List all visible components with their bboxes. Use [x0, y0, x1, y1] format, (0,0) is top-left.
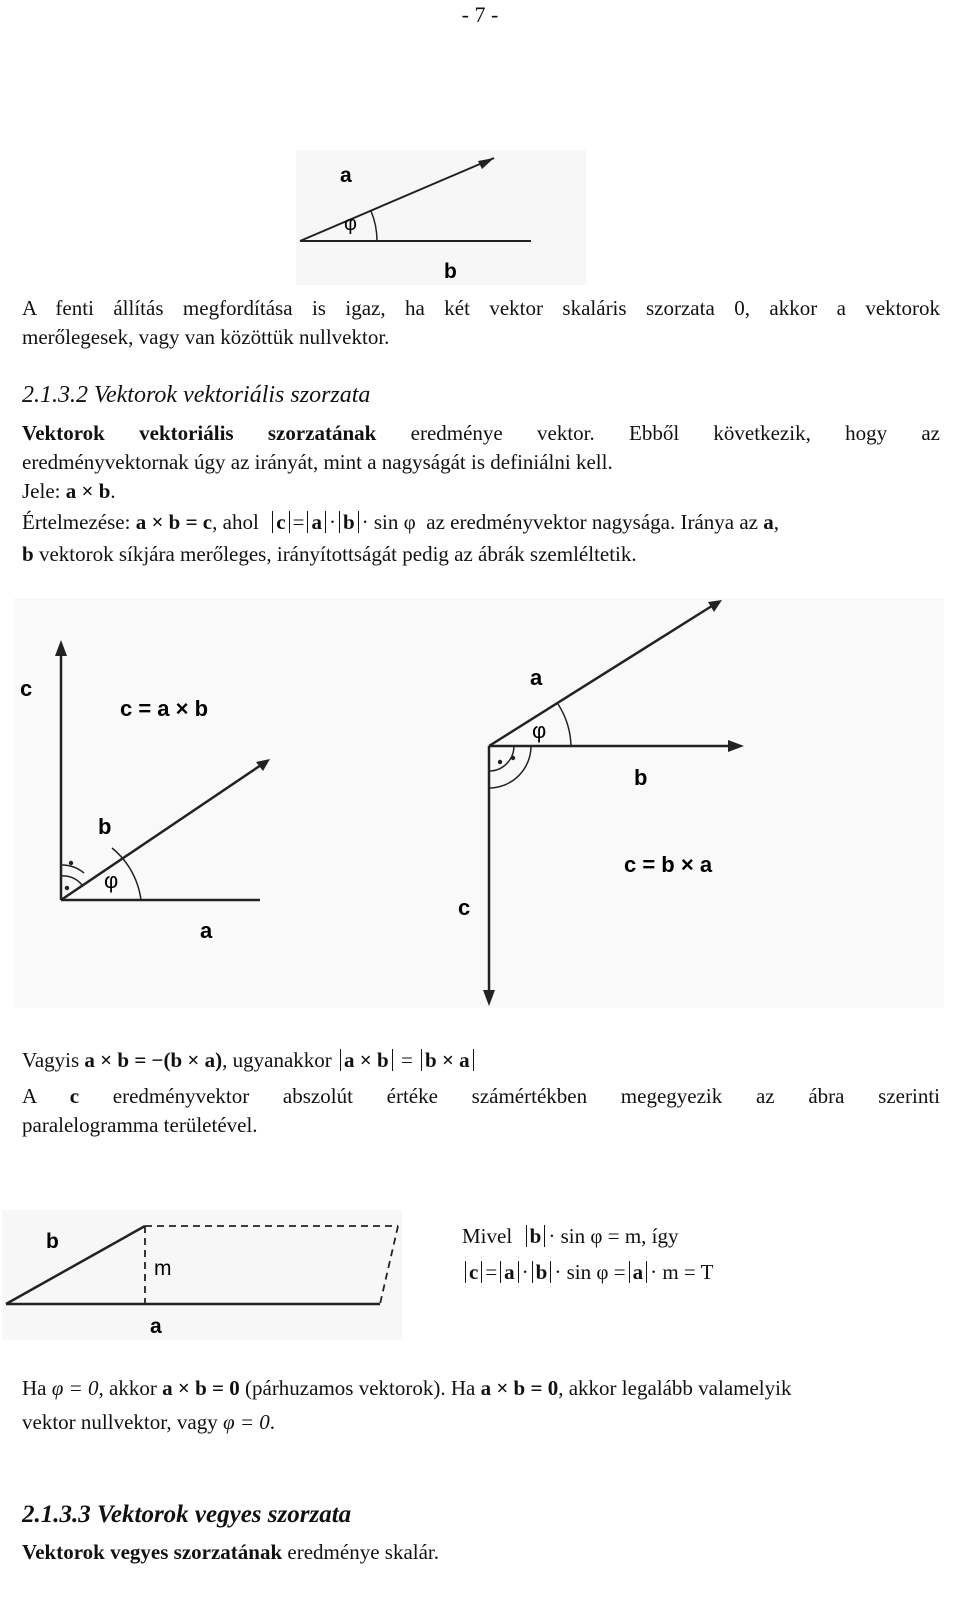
- text-span: .: [269, 1410, 275, 1434]
- right-formula: c = b × a: [624, 852, 713, 877]
- text-span: Ha: [22, 1376, 47, 1400]
- left-label-c: c: [20, 676, 33, 701]
- page-number: - 7 -: [461, 2, 499, 27]
- paragraph-4-line-1: [22, 1374, 940, 1403]
- phi-zero: φ = 0: [222, 1410, 270, 1434]
- text-span: (párhuzamos vektorok). Ha: [245, 1376, 476, 1400]
- abs-bar: [289, 511, 290, 533]
- paragraph-3-line-3: paralelogramma területével.: [22, 1113, 258, 1137]
- paragraph-4-line-2: [22, 1408, 940, 1437]
- paragraph-5: [22, 1538, 940, 1567]
- text-span: Vagyis: [22, 1048, 80, 1072]
- bold-term: Vektorok vegyes szorzatának: [22, 1540, 283, 1564]
- label-m: m: [154, 1257, 172, 1280]
- text-span: · m = T: [650, 1260, 714, 1284]
- text-span: A: [22, 1084, 37, 1108]
- notation-line: [22, 477, 940, 506]
- magnitude-c: c: [276, 510, 286, 534]
- left-right-angle-dot-2: [65, 886, 69, 890]
- text-span: vektor nullvektor, vagy: [22, 1410, 218, 1434]
- paragraph-3-line-1: [22, 1046, 940, 1075]
- anticommutative-formula: a × b = −(b × a): [84, 1048, 223, 1072]
- left-right-angle-dot: [69, 861, 73, 865]
- abs-bar: [392, 1049, 393, 1071]
- abs-bar: [272, 511, 273, 533]
- right-label-a: a: [530, 665, 543, 690]
- text-span: eredménye skalár.: [282, 1540, 439, 1564]
- sin-phi: · sin φ: [361, 510, 416, 534]
- bold-c: c: [69, 1084, 80, 1108]
- area-formula: [462, 1258, 713, 1287]
- abs-bar: [550, 1261, 551, 1283]
- text-span: =: [400, 1048, 413, 1072]
- magnitude-b: b: [529, 1224, 542, 1248]
- text-span: , ahol: [212, 510, 259, 534]
- right-label-b: b: [634, 765, 648, 790]
- right-right-angle-dot: [511, 756, 515, 760]
- abs-bar: [629, 1261, 630, 1283]
- bold-b: b: [22, 542, 34, 566]
- paragraph-1-line-1: A fenti állítás megfordítása is igaz, ha két vektor skaláris szorzata 0, akkor a vektorok: [22, 296, 940, 320]
- magnitude-a: a: [632, 1260, 644, 1284]
- bold-term: Vektorok vektoriális szorzatának: [22, 421, 377, 445]
- abs-formula-left: a × b: [344, 1048, 389, 1072]
- abs-formula-right: b × a: [425, 1048, 470, 1072]
- figure-background: [14, 598, 944, 1008]
- abs-bar: [339, 511, 340, 533]
- text-span: · sin φ =: [554, 1260, 626, 1284]
- paragraph-1-line-2: merőlegesek, vagy van közöttük nullvektor.: [22, 325, 390, 349]
- abs-bar: [532, 1261, 533, 1283]
- text-span: .: [110, 479, 116, 503]
- text-span: ,: [773, 510, 779, 534]
- figure-cross-product-orientation: [0, 598, 960, 1010]
- abs-bar: [465, 1261, 466, 1283]
- magnitude-a: a: [311, 510, 322, 534]
- text-span: Mivel: [462, 1224, 513, 1248]
- abs-bar: [526, 1225, 527, 1247]
- abs-bar: [473, 1049, 474, 1071]
- definition-label: Értelmezése:: [22, 510, 131, 534]
- right-label-phi: φ: [532, 718, 547, 743]
- left-label-b: b: [98, 814, 112, 839]
- label-phi: φ: [344, 213, 357, 235]
- label-a: a: [150, 1315, 162, 1338]
- figure-background: [2, 1210, 402, 1340]
- right-label-c: c: [458, 895, 471, 920]
- definition-formula: a × b = c: [135, 510, 213, 534]
- abs-bar: [481, 1261, 482, 1283]
- phi-zero: φ = 0: [51, 1376, 99, 1400]
- paragraph-2-line-5: [22, 540, 940, 569]
- label-a: a: [340, 164, 352, 187]
- abs-bar: [307, 511, 308, 533]
- right-right-angle-dot-2: [498, 760, 502, 764]
- paragraph-2-line-2: eredményvektornak úgy az irányát, mint a nagyságát is definiálni kell.: [22, 450, 613, 474]
- text-span: , ugyanakkor: [222, 1048, 332, 1072]
- abs-bar: [340, 1049, 341, 1071]
- zero-formula: a × b = 0: [480, 1376, 559, 1400]
- magnitude-c: c: [469, 1260, 479, 1284]
- figure-angle-ab: [296, 150, 586, 285]
- text-span: eredményvektor abszolút értéke számértékben megegyezik az ábra szerinti: [79, 1084, 940, 1108]
- section-heading-mixed-product: 2.1.3.3 Vektorok vegyes szorzata: [22, 1501, 352, 1528]
- text-span: ·: [328, 510, 336, 534]
- bold-a: a: [763, 510, 774, 534]
- left-formula: c = a × b: [120, 696, 209, 721]
- text-span: , akkor: [98, 1376, 157, 1400]
- abs-bar: [646, 1261, 647, 1283]
- abs-bar: [500, 1261, 501, 1283]
- magnitude-a: a: [504, 1260, 515, 1284]
- text-span: ·: [521, 1260, 529, 1284]
- text-span: eredménye vektor. Ebből következik, hogy az: [376, 421, 940, 445]
- paragraph-3-line-2: [22, 1082, 940, 1111]
- label-b: b: [46, 1230, 59, 1253]
- mivel-formula: [462, 1222, 679, 1251]
- text-span: , így: [641, 1224, 679, 1248]
- abs-bar: [325, 511, 326, 533]
- text-span: · sin φ = m: [548, 1224, 642, 1248]
- magnitude-b: b: [342, 510, 355, 534]
- jele-label: Jele:: [22, 479, 61, 503]
- zero-formula: a × b = 0: [162, 1376, 240, 1400]
- text-span: vektorok síkjára merőleges, irányítottságát pedig az ábrák szemléltetik.: [33, 542, 637, 566]
- text-span: az eredményvektor nagysága. Iránya az: [426, 510, 758, 534]
- section-heading-cross-product: 2.1.3.2 Vektorok vektoriális szorzata: [22, 382, 371, 408]
- abs-bar: [518, 1261, 519, 1283]
- label-b: b: [444, 260, 457, 283]
- paragraph-2-line-1: [22, 419, 940, 448]
- text-span: , akkor legalább valamelyik: [558, 1376, 792, 1400]
- magnitude-b: b: [535, 1260, 548, 1284]
- abs-bar: [421, 1049, 422, 1071]
- abs-bar: [544, 1225, 545, 1247]
- abs-bar: [358, 511, 359, 533]
- left-label-phi: φ: [104, 868, 119, 893]
- figure-parallelogram: [0, 1210, 410, 1345]
- text-span: =: [485, 1260, 498, 1284]
- jele-formula: a × b: [65, 479, 111, 503]
- left-label-a: a: [200, 918, 213, 943]
- definition-line: [22, 508, 940, 537]
- text-span: =: [292, 510, 305, 534]
